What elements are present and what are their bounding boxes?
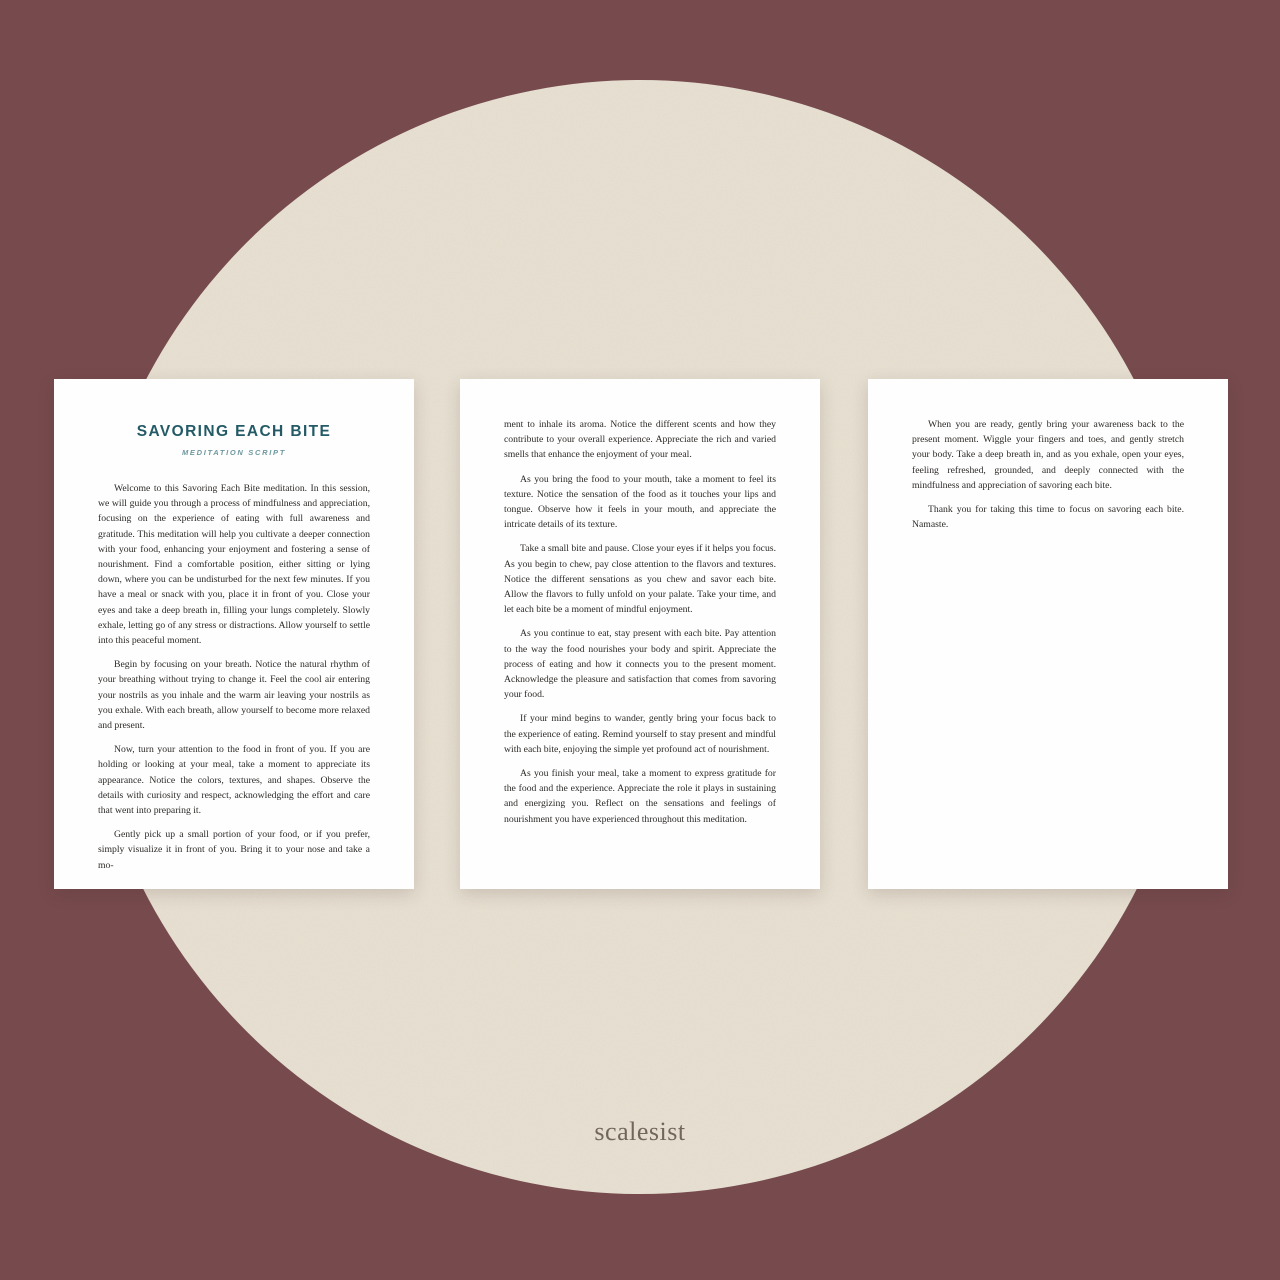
page-title: SAVORING EACH BITE xyxy=(136,423,332,440)
page-subtitle: MEDITATION SCRIPT xyxy=(181,448,287,457)
paragraph: As you continue to eat, stay present with each bite. Pay attention to the way the food nourishes your body and spirit. Appreciate the process of eating and how it connects you to the present moment. Acknowledge the pleasure and satisfaction that comes from savoring your food. xyxy=(504,628,776,701)
page-body xyxy=(504,417,776,827)
paragraph: Thank you for taking this time to focus on savoring each bite. Namaste. xyxy=(912,504,1184,531)
document-page-2 xyxy=(460,379,820,889)
paragraph: As you bring the food to your mouth, take a moment to feel its texture. Notice the sensation of the food as it touches your lips and tongue. Observe how it feels in your mouth, and appreciate the intricate details of its texture. xyxy=(504,473,776,531)
watermark-text: scalesist xyxy=(594,1117,686,1146)
document-header xyxy=(98,423,370,457)
paragraph: Gently pick up a small portion of your food, or if you prefer, simply visualize it in front of you. Bring it to your nose and take a mo- xyxy=(98,829,370,871)
page-body xyxy=(98,481,370,873)
paragraph: ment to inhale its aroma. Notice the different scents and how they contribute to your overall experience. Appreciate the rich and varied smells that enhance the enjoyment of your meal. xyxy=(504,419,776,461)
paragraph: Now, turn your attention to the food in front of you. If you are holding or looking at your meal, take a moment to appreciate its appearance. Notice the colors, textures, and shapes. Observe the details with curiosity and respect, acknowledging the effort and care that went into preparing it. xyxy=(98,744,370,817)
paragraph: Take a small bite and pause. Close your eyes if it helps you focus. As you begin to chew, pay close attention to the flavors and textures. Notice the different sensations as you chew and savor each bite. Allow the flavors to fully unfold on your palate. Take your time, and let each bite be a moment of mindful enjoyment. xyxy=(504,543,776,616)
paragraph: Begin by focusing on your breath. Notice the natural rhythm of your breathing without trying to change it. Feel the cool air entering your nostrils as you inhale and the warm air leaving your nostrils as you exhale. With each breath, allow yourself to become more relaxed and present. xyxy=(98,659,370,732)
paragraph: Welcome to this Savoring Each Bite meditation. In this session, we will guide you through a process of mindfulness and appreciation, focusing on the experience of eating with full awareness and gratitude. This meditation will help you cultivate a deeper connection with your food, enhancing your enjoyment and fostering a sense of nourishment. Find a comfortable position, either sitting or lying down, where you can be undisturbed for the next few minutes. If you have a meal or snack with you, place it in front of you. Close your eyes and take a deep breath in, filling your lungs completely. Slowly exhale, letting go of any stress or distractions. Allow yourself to settle into this peaceful moment. xyxy=(98,483,370,647)
document-page-1 xyxy=(54,379,414,889)
paragraph: If your mind begins to wander, gently bring your focus back to the experience of eating. Remind yourself to stay present and mindful with each bite, enjoying the simple yet profound act of nourishment. xyxy=(504,713,776,755)
paragraph: When you are ready, gently bring your awareness back to the present moment. Wiggle your fingers and toes, and gently stretch your body. Take a deep breath in, and as you exhale, open your eyes, feeling refreshed, grounded, and deeply connected with the mindfulness and appreciation of savoring each bite. xyxy=(912,419,1184,491)
paragraph: As you finish your meal, take a moment to express gratitude for the food and the experience. Appreciate the role it plays in sustaining and energizing you. Reflect on the sensations and feelings of nourishment you have experienced throughout this meditation. xyxy=(504,768,776,825)
document-page-3 xyxy=(868,379,1228,889)
page-body xyxy=(912,417,1184,532)
